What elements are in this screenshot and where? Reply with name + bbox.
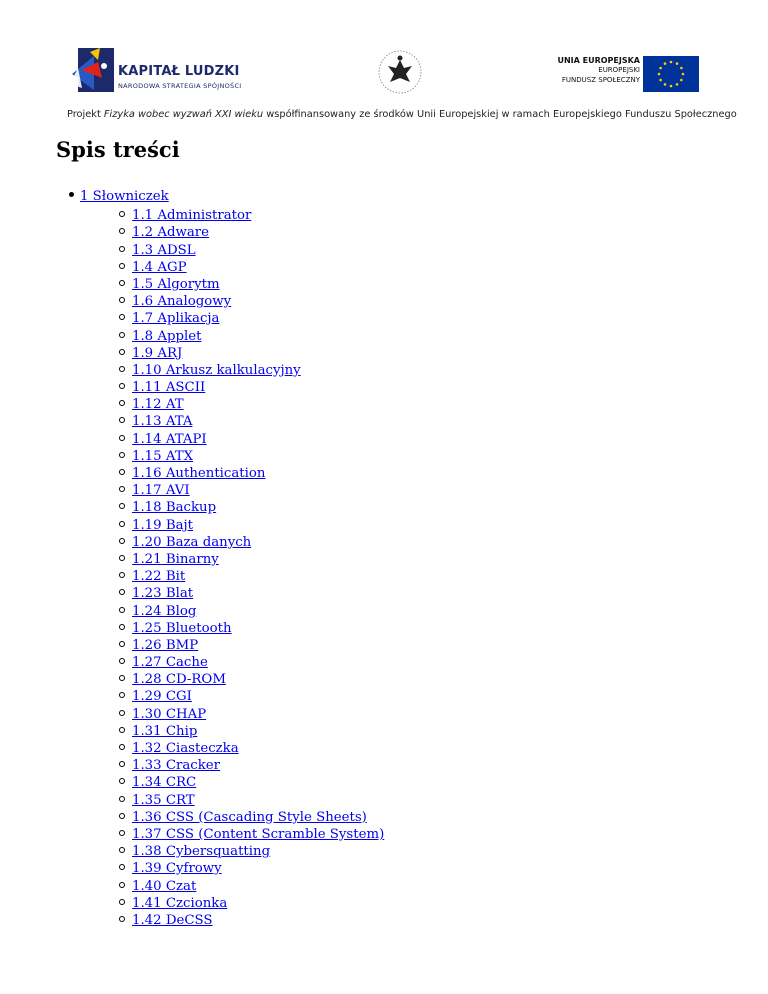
toc-link[interactable]: 1.16 Authentication bbox=[132, 466, 266, 482]
toc-link[interactable]: 1.31 Chip bbox=[132, 723, 198, 739]
eu-flag-icon bbox=[643, 56, 699, 92]
toc-link[interactable]: 1.42 DeCSS bbox=[132, 912, 213, 928]
university-seal-logo bbox=[376, 48, 424, 96]
project-prefix: Projekt bbox=[67, 109, 104, 120]
toc-item bbox=[132, 910, 384, 927]
toc-item bbox=[132, 429, 384, 446]
toc-item bbox=[132, 841, 384, 858]
toc-link[interactable]: 1.18 Backup bbox=[132, 500, 217, 516]
toc-item bbox=[132, 704, 384, 721]
toc-item bbox=[132, 222, 384, 239]
toc-link[interactable]: 1.4 AGP bbox=[132, 259, 187, 275]
page-header bbox=[0, 0, 768, 130]
ue-subtitle-2: FUNDUSZ SPOŁECZNY bbox=[561, 76, 640, 84]
toc-link[interactable]: 1.38 Cybersquatting bbox=[132, 844, 271, 860]
toc-item bbox=[132, 876, 384, 893]
toc-link[interactable]: 1.13 ATA bbox=[132, 414, 193, 430]
toc-link[interactable]: 1.17 AVI bbox=[132, 483, 190, 499]
toc-item bbox=[132, 893, 384, 910]
toc-link[interactable]: 1.23 Blat bbox=[132, 586, 194, 602]
toc-item bbox=[132, 549, 384, 566]
toc-item bbox=[132, 257, 384, 274]
toc-sublist bbox=[80, 205, 384, 927]
toc-link[interactable]: 1.19 Bajt bbox=[132, 517, 193, 533]
toc-link[interactable]: 1.36 CSS (Cascading Style Sheets) bbox=[132, 809, 367, 825]
toc-item bbox=[132, 446, 384, 463]
toc-item bbox=[132, 480, 384, 497]
toc-item bbox=[132, 635, 384, 652]
toc-link[interactable]: 1.15 ATX bbox=[132, 448, 194, 464]
toc-item bbox=[132, 240, 384, 257]
toc-link[interactable]: 1.6 Analogowy bbox=[132, 294, 232, 310]
toc-link[interactable]: 1.25 Bluetooth bbox=[132, 620, 232, 636]
toc-item bbox=[132, 326, 384, 343]
toc-title: Spis treści bbox=[56, 137, 180, 162]
toc-link[interactable]: 1.7 Aplikacja bbox=[132, 311, 220, 327]
toc-item bbox=[132, 566, 384, 583]
eu-text-block bbox=[540, 56, 640, 85]
toc-link[interactable]: 1.2 Adware bbox=[132, 225, 210, 241]
toc-item bbox=[132, 360, 384, 377]
toc-link[interactable]: 1.41 Czcionka bbox=[132, 895, 228, 911]
toc-item bbox=[132, 205, 384, 222]
toc-link[interactable]: 1.24 Blog bbox=[132, 603, 197, 619]
toc-item bbox=[132, 601, 384, 618]
toc-item bbox=[132, 583, 384, 600]
toc-item bbox=[132, 411, 384, 428]
toc-link[interactable]: 1.30 CHAP bbox=[132, 706, 207, 722]
toc-link[interactable]: 1.26 BMP bbox=[132, 637, 199, 653]
project-funding-line bbox=[67, 109, 737, 120]
project-title: Fizyka wobec wyzwań XXI wieku bbox=[103, 109, 264, 120]
toc-link[interactable]: 1.37 CSS (Content Scramble System) bbox=[132, 826, 385, 842]
toc-link[interactable]: 1.35 CRT bbox=[132, 792, 195, 808]
toc-item bbox=[132, 858, 384, 875]
toc-link[interactable]: 1.8 Applet bbox=[132, 328, 202, 344]
toc-item bbox=[132, 652, 384, 669]
toc-item bbox=[132, 618, 384, 635]
toc-link[interactable]: 1.10 Arkusz kalkulacyjny bbox=[132, 362, 301, 378]
toc-link[interactable]: 1.29 CGI bbox=[132, 689, 192, 705]
toc-item bbox=[132, 738, 384, 755]
toc-item bbox=[132, 394, 384, 411]
toc-item bbox=[132, 669, 384, 686]
toc-link[interactable]: 1.34 CRC bbox=[132, 775, 197, 791]
toc-item bbox=[132, 377, 384, 394]
toc-item bbox=[132, 686, 384, 703]
toc-link[interactable]: 1.1 Administrator bbox=[132, 208, 252, 224]
toc-item bbox=[132, 291, 384, 308]
toc-item bbox=[132, 824, 384, 841]
toc-link[interactable]: 1.20 Baza danych bbox=[132, 534, 252, 550]
toc-item bbox=[132, 343, 384, 360]
project-suffix: współfinansowany ze środków Unii Europejskiej w ramach Europejskiego Funduszu Społecznego bbox=[263, 109, 737, 120]
toc-item bbox=[132, 721, 384, 738]
toc-link[interactable]: 1.27 Cache bbox=[132, 655, 208, 671]
kl-logo-title: KAPITAŁ LUDZKI bbox=[118, 64, 240, 79]
toc-section bbox=[80, 185, 384, 927]
toc-item bbox=[132, 807, 384, 824]
kl-logo-subtitle: NARODOWA STRATEGIA SPÓJNOŚCI bbox=[118, 82, 242, 90]
toc-link[interactable]: 1.39 Cyfrowy bbox=[132, 861, 222, 877]
toc-link[interactable]: 1.28 CD-ROM bbox=[132, 672, 226, 688]
toc-item bbox=[132, 274, 384, 291]
ue-subtitle-1: EUROPEJSKI bbox=[598, 66, 640, 74]
toc-link[interactable]: 1.32 Ciasteczka bbox=[132, 741, 239, 757]
toc-link[interactable]: 1.40 Czat bbox=[132, 878, 197, 894]
toc-link[interactable]: 1.3 ADSL bbox=[132, 242, 196, 258]
toc-item bbox=[132, 497, 384, 514]
toc-item bbox=[132, 463, 384, 480]
toc-item bbox=[132, 772, 384, 789]
toc-link[interactable]: 1.33 Cracker bbox=[132, 758, 221, 774]
toc-link[interactable]: 1.5 Algorytm bbox=[132, 276, 220, 292]
toc-item bbox=[132, 308, 384, 325]
toc-link-slowniczek[interactable]: 1 Słowniczek bbox=[80, 189, 169, 204]
toc-item bbox=[132, 790, 384, 807]
table-of-contents bbox=[80, 185, 384, 927]
toc-item bbox=[132, 515, 384, 532]
toc-link[interactable]: 1.11 ASCII bbox=[132, 380, 206, 396]
toc-item bbox=[132, 532, 384, 549]
toc-link[interactable]: 1.12 AT bbox=[132, 397, 184, 413]
toc-link[interactable]: 1.9 ARJ bbox=[132, 345, 183, 361]
toc-link[interactable]: 1.21 Binarny bbox=[132, 551, 219, 567]
ue-title: UNIA EUROPEJSKA bbox=[557, 56, 640, 65]
toc-item bbox=[132, 755, 384, 772]
toc-link[interactable]: 1.14 ATAPI bbox=[132, 431, 207, 447]
toc-link[interactable]: 1.22 Bit bbox=[132, 569, 186, 585]
